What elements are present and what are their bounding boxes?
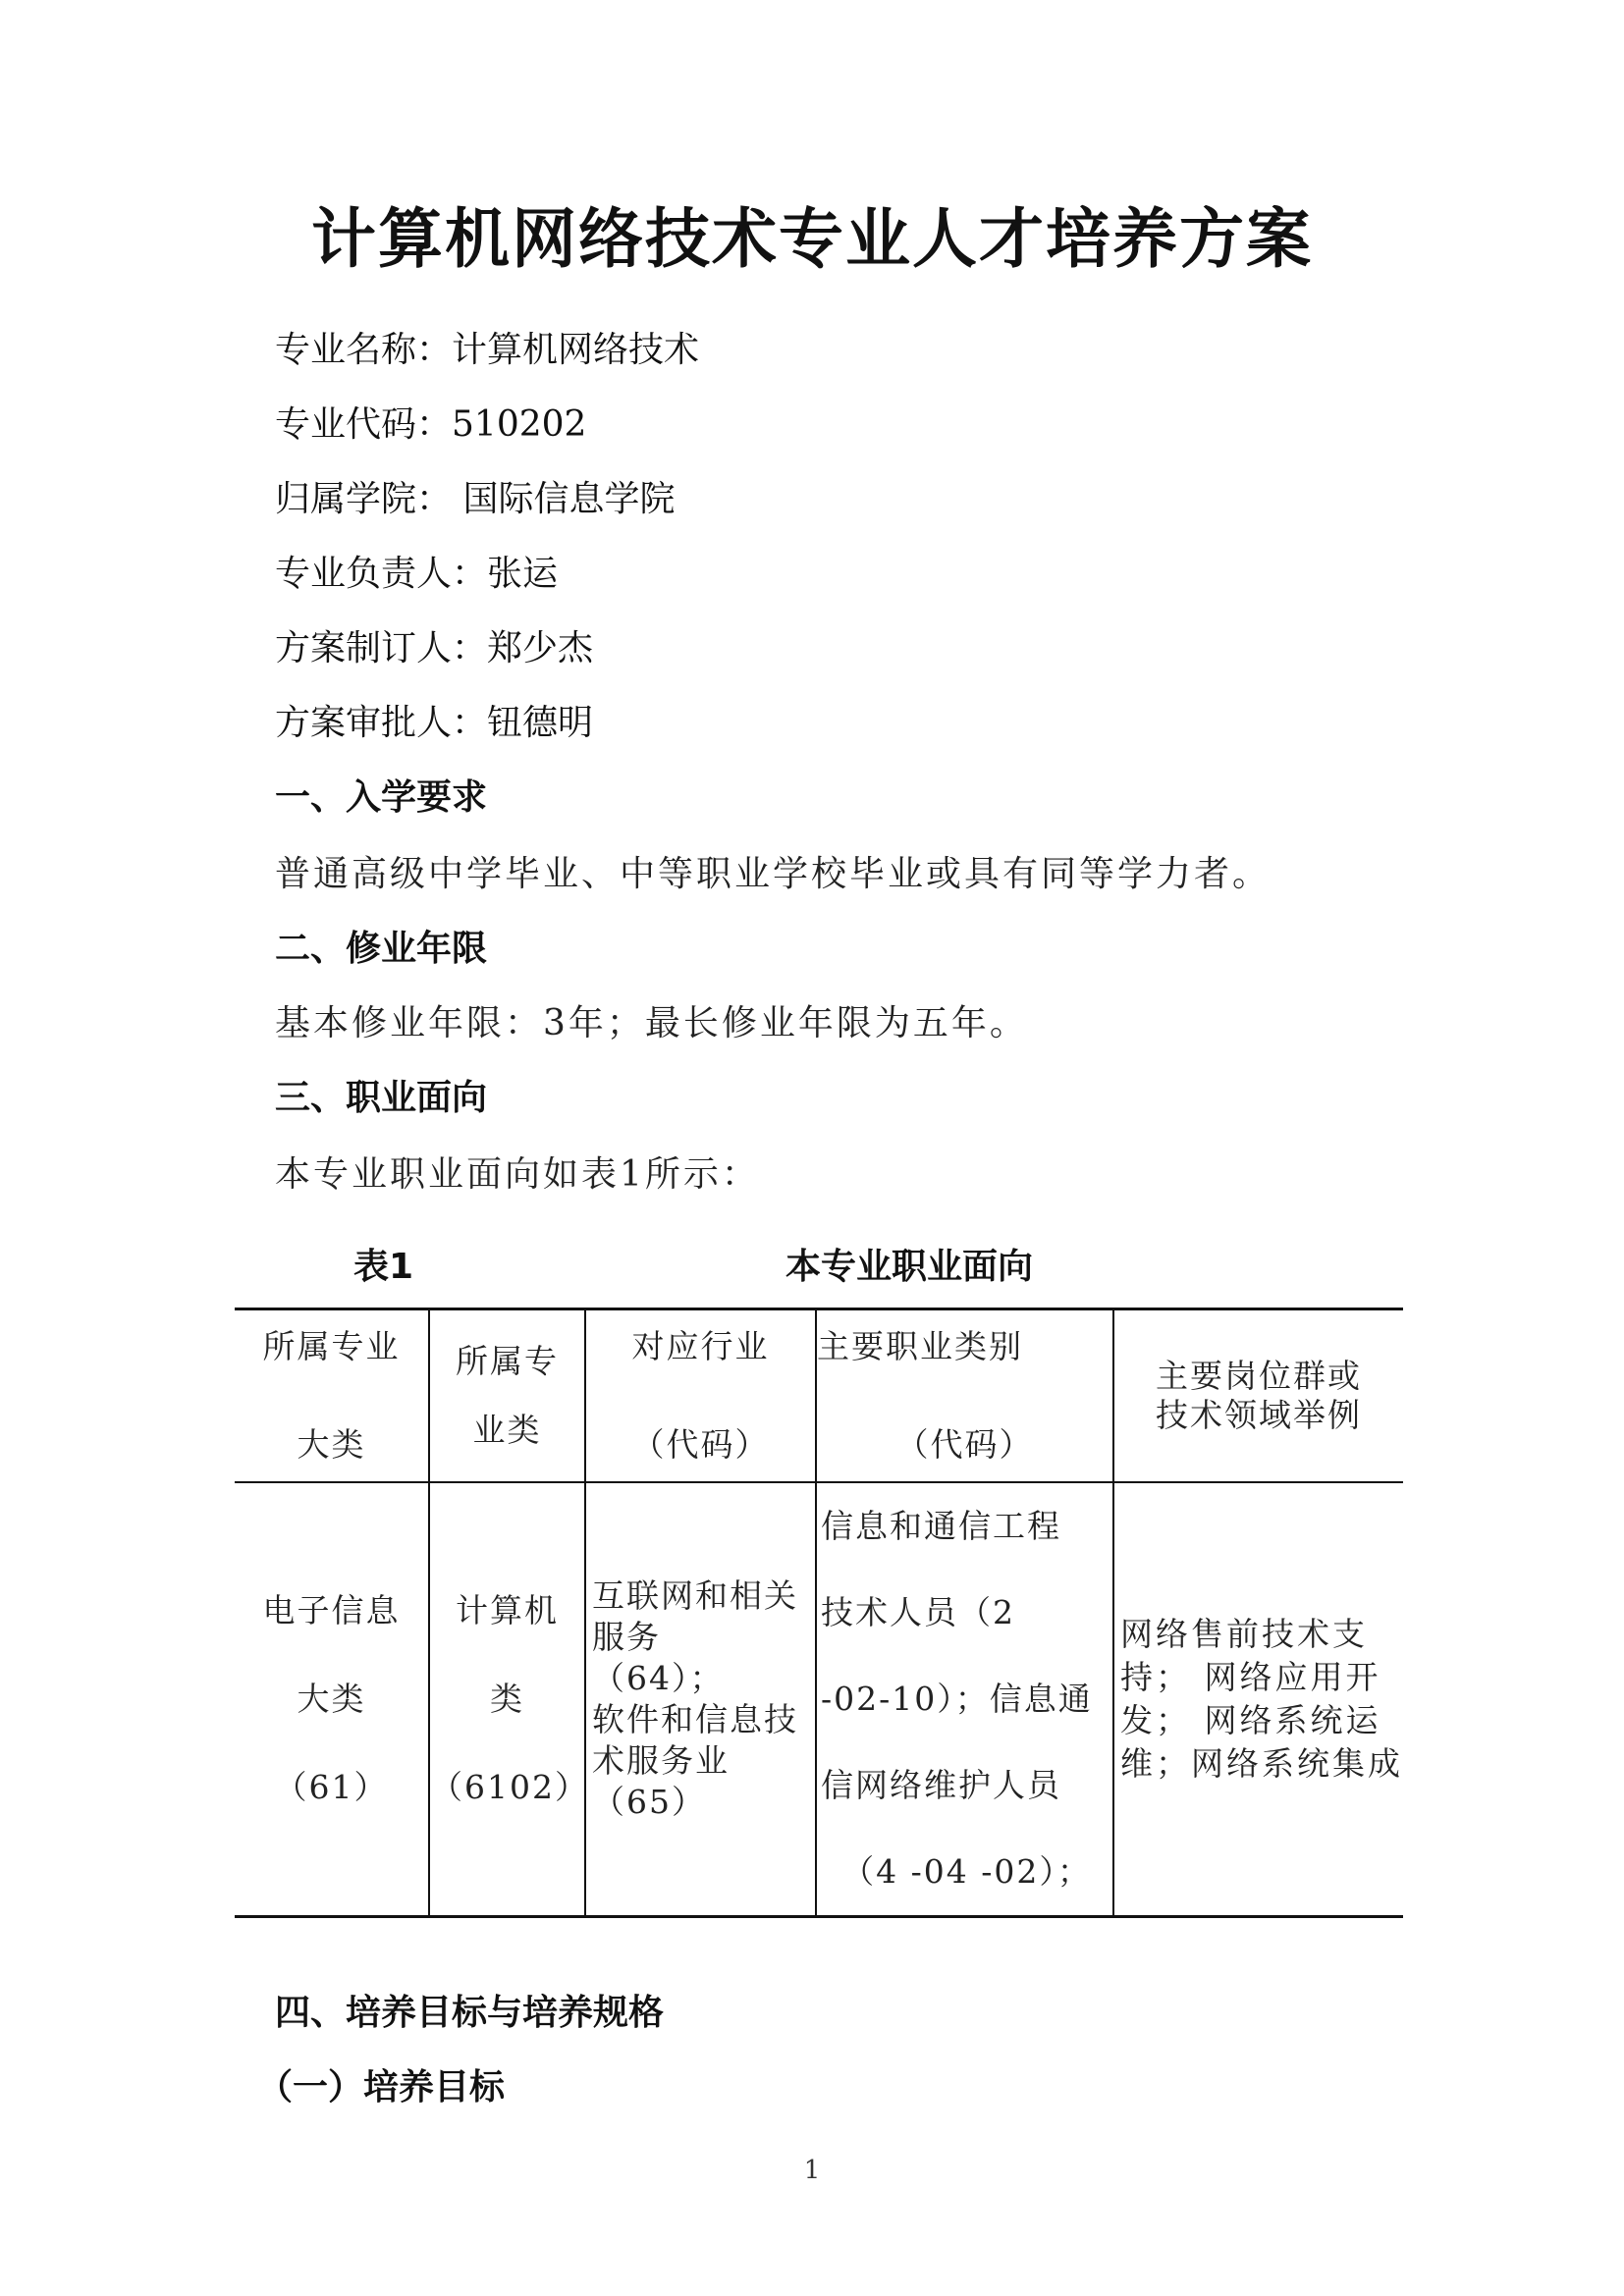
section-text-admission: 普通高级中学毕业、中等职业学校毕业或具有同等学力者。: [275, 854, 1272, 894]
cell-post-group: 网络售前技术支持； 网络应用开发； 网络系统运维；网络系统集成: [1113, 1482, 1403, 1917]
meta-value: 郑少杰: [487, 628, 594, 668]
header-line: （代码）: [895, 1424, 1034, 1464]
cell-line: （64）；: [592, 1658, 725, 1697]
meta-label: 归属学院：: [275, 479, 453, 519]
meta-label: 方案制订人：: [275, 628, 488, 668]
cell-line: 计算机: [456, 1590, 559, 1629]
header-industry: [585, 1309, 816, 1482]
header-line: 所属专业: [262, 1326, 401, 1365]
meta-plan-approver: [275, 695, 593, 745]
meta-major-leader: [275, 546, 558, 596]
header-occupation: [816, 1309, 1113, 1482]
header-line: （代码）: [631, 1424, 770, 1464]
cell-occupation: [816, 1482, 1113, 1917]
cell-line: 类: [490, 1679, 524, 1718]
page-number: 1: [803, 2156, 821, 2185]
cell-line: （6102）: [430, 1767, 589, 1806]
section-text-career: 本专业职业面向如表1所示：: [275, 1154, 760, 1195]
cell-line: 技术人员（2: [821, 1592, 1015, 1631]
cell-major-class: [429, 1482, 589, 1917]
meta-major-code: [275, 397, 586, 447]
cell-line: 信网络维护人员: [821, 1765, 1061, 1804]
meta-value: 510202: [452, 404, 587, 445]
meta-value: 计算机网络技术: [452, 330, 700, 370]
cell-line: （61）: [274, 1767, 389, 1806]
header-line: 所属专: [456, 1341, 559, 1380]
table-caption-number: 表1: [353, 1247, 414, 1287]
meta-college: [275, 471, 675, 521]
meta-label: 专业负责人：: [275, 554, 488, 594]
header-line: 技术领域举例: [1156, 1395, 1362, 1434]
cell-industry: [585, 1482, 816, 1917]
table-caption-title: 本专业职业面向: [785, 1247, 1034, 1287]
section-heading-goals: 四、培养目标与培养规格: [275, 1993, 665, 2033]
section-text-duration: 基本修业年限：3年；最长修业年限为五年。: [275, 1003, 1028, 1043]
header-major-class: [429, 1309, 585, 1482]
header-line: 对应行业: [631, 1326, 770, 1365]
header-post-group: [1113, 1309, 1403, 1482]
section-heading-admission: 一、入学要求: [275, 777, 488, 818]
document-title: 计算机网络技术专业人才培养方案: [311, 201, 1313, 277]
header-line: 大类: [297, 1424, 366, 1464]
meta-value: 张运: [487, 554, 559, 594]
header-line: 业类: [472, 1410, 542, 1449]
header-major-category: [235, 1309, 429, 1482]
cell-line: 软件和信息技 术服务业: [592, 1699, 798, 1780]
header-line: 主要职业类别: [817, 1326, 1023, 1365]
meta-label: 专业代码：: [275, 404, 453, 445]
meta-label: 方案审批人：: [275, 703, 488, 743]
section-heading-career: 三、职业面向: [275, 1078, 488, 1118]
table-header-row: [235, 1309, 1403, 1482]
meta-label: 专业名称：: [275, 330, 453, 370]
meta-value: 钮德明: [487, 703, 594, 743]
subsection-heading-goal: （一）培养目标: [257, 2067, 506, 2108]
table-row: [235, 1482, 1403, 1917]
cell-line: （65）: [592, 1782, 706, 1821]
cell-line: -02-10）；信息通: [821, 1679, 1093, 1718]
cell-line: 大类: [297, 1679, 366, 1718]
cell-line: 电子信息: [262, 1590, 401, 1629]
cell-line: 互联网和相关 服务: [592, 1575, 798, 1656]
career-orientation-table: [235, 1308, 1403, 1918]
cell-line: （4 -04 -02）；: [841, 1851, 1092, 1891]
meta-plan-author: [275, 620, 593, 670]
meta-major-name: [275, 322, 699, 372]
header-line: 主要岗位群或: [1156, 1356, 1362, 1395]
cell-line: 信息和通信工程: [821, 1506, 1061, 1545]
meta-value: 国际信息学院: [452, 479, 676, 519]
section-heading-duration: 二、修业年限: [275, 929, 488, 969]
cell-major-category: [235, 1482, 429, 1917]
